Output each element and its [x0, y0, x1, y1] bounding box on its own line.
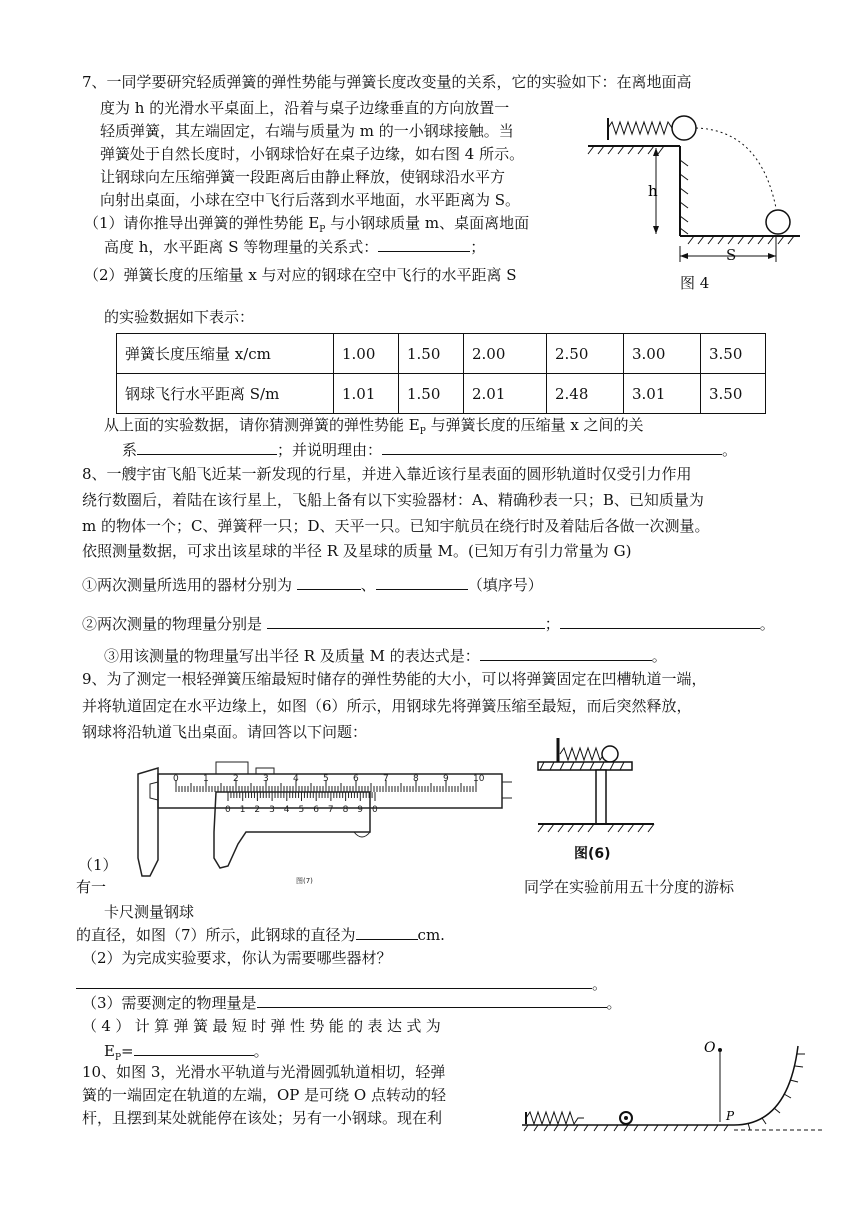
- row-label-distance: 钢球飞行水平距离 S/m: [117, 374, 334, 414]
- table-cell: 1.50: [399, 374, 464, 414]
- q7-answer-blank-1[interactable]: [378, 237, 470, 252]
- q9-part3: （3）需要测定的物理量是 。: [82, 994, 622, 1012]
- q9-part1-d: 的直径，如图（7）所示，此钢球的直径为 cm.: [76, 926, 445, 944]
- q9-diameter-blank[interactable]: [356, 925, 418, 940]
- figure-7-vernier-caliper: [128, 748, 518, 888]
- row-label-compression: 弹簧长度压缩量 x/cm: [117, 334, 334, 374]
- q7-line-2: 度为 h 的光滑水平桌面上，沿着与桌子边缘垂直的方向放置一: [100, 99, 510, 117]
- main-scale-label: 9: [443, 774, 449, 784]
- q8-answer-blank-4[interactable]: [560, 614, 760, 629]
- q8-step-2: ②两次测量的物理量分别是 ； 。: [82, 615, 775, 633]
- q7-after-table-line2: 系 ；并说明理由： 。: [122, 441, 738, 459]
- main-scale-label: 2: [233, 774, 239, 784]
- table-cell: 3.50: [701, 334, 766, 374]
- q8-answer-blank-5[interactable]: [480, 646, 652, 661]
- q9-line-3: 钢球将沿轨道飞出桌面。请回答以下问题：: [82, 723, 368, 741]
- vernier-scale-label: 6: [313, 805, 319, 815]
- s-label: S: [726, 246, 737, 264]
- vernier-scale-label: 0: [372, 805, 378, 815]
- figure-6-caption: 图(6): [574, 846, 611, 862]
- q8-answer-blank-3[interactable]: [267, 614, 545, 629]
- q7-line-6: 向射出桌面，小球在空中飞行后落到水平地面，水平距离为 S。: [100, 191, 521, 209]
- q8-line-3: m 的物体一个；C、弹簧秤一只；D、天平一只。已知宇航员在绕行时及着陆后各做一次测量。: [82, 517, 710, 535]
- trajectory-curve: [696, 128, 776, 208]
- figure-4: [580, 104, 800, 294]
- point-o-label: O: [704, 1040, 716, 1056]
- table-cell: 1.01: [334, 374, 399, 414]
- table-cell: 2.48: [547, 374, 624, 414]
- main-scale-label: 7: [383, 774, 389, 784]
- main-scale-label: 6: [353, 774, 359, 784]
- figure-3: [518, 1032, 828, 1136]
- q9-part2: （2）为完成实验要求，你认为需要哪些器材？: [82, 949, 392, 967]
- q9-equipment-blank[interactable]: [76, 974, 592, 989]
- point-p-label: P: [726, 1109, 735, 1123]
- vernier-scale-label: 9: [357, 805, 364, 815]
- table-cell: 3.50: [701, 374, 766, 414]
- table-cell: 3.01: [624, 374, 701, 414]
- q10-line-3: 杆，且摆到某处就能停在该处；另有一小钢球。现在利: [82, 1109, 443, 1127]
- q7-part2-line1: （2）弹簧长度的压缩量 x 与对应的钢球在空中飞行的水平距离 S: [84, 266, 517, 284]
- q8-answer-blank-2[interactable]: [376, 575, 468, 590]
- q7-answer-blank-3[interactable]: [382, 440, 722, 455]
- q9-part4-line2: $E_P=$ 。: [104, 1042, 269, 1063]
- vernier-scale-label: 8: [342, 805, 349, 815]
- q7-part2-line2: 的实验数据如下表示：: [104, 308, 255, 326]
- vernier-scale-label: 4: [283, 805, 290, 815]
- figure-7-caption: 图(7): [296, 877, 313, 885]
- q8-step-1: ①两次测量所选用的器材分别为 、 （填序号）: [82, 576, 543, 594]
- main-scale-label: 5: [323, 774, 329, 784]
- vernier-scale-label: 7: [327, 805, 334, 815]
- main-scale-label: 8: [413, 774, 419, 784]
- q8-line-1: 8、一艘宇宙飞船飞近某一新发现的行星，并进入靠近该行星表面的圆形轨道时仅受引力作用: [82, 465, 692, 483]
- q9-part1-b: 同学在实验前用五十分度的游标: [524, 878, 735, 896]
- q7-after-table-line1: 从上面的实验数据，请你猜测弹簧的弹性势能 $E_P$ 与弹簧长度的压缩量 x 之间的关: [104, 416, 644, 437]
- q7-line-3: 轻质弹簧，其左端固定，右端与质量为 m 的一小钢球接触。当: [100, 122, 514, 140]
- table-cell: 1.00: [334, 334, 399, 374]
- steel-ball-on-table: [672, 116, 696, 140]
- main-scale-label: 3: [263, 774, 269, 784]
- main-scale-label: 4: [293, 774, 299, 784]
- q7-line-5: 让钢球向左压缩弹簧一段距离后由静止释放，使钢球沿水平方: [100, 168, 506, 186]
- q8-line-4: 依照测量数据，可求出该星球的半径 R 及星球的质量 M。(已知万有引力常量为 G): [82, 542, 632, 560]
- table-cell: 2.00: [464, 334, 547, 374]
- vernier-scale-label: 1: [239, 805, 246, 815]
- q7-part1-line1: （1）请你推导出弹簧的弹性势能 $E_P$ 与小钢球质量 m、桌面离地面: [84, 214, 530, 235]
- q9-part1-a: 有一: [76, 878, 107, 896]
- experiment-data-table: [116, 333, 766, 414]
- q8-line-2: 绕行数圈后，着陆在该行星上，飞船上备有以下实验器材：A、精确秒表一只；B、已知质量为: [82, 491, 704, 509]
- q9-part4-line1: （4）计算弹簧最短时弹性势能的表达式为: [82, 1017, 446, 1035]
- table-cell: 1.50: [399, 334, 464, 374]
- figure-4-caption: 图 4: [680, 274, 710, 292]
- q9-line-2: 并将轨道固定在水平边缘上，如图（6）所示，用钢球先将弹簧压缩至最短，而后突然释放，: [82, 697, 692, 715]
- h-label: h: [648, 182, 658, 200]
- q8-answer-blank-1[interactable]: [297, 575, 361, 590]
- table-row: [117, 374, 766, 414]
- table-row: [117, 334, 766, 374]
- table-cell: 2.50: [547, 334, 624, 374]
- q7-line-4: 弹簧处于自然长度时，小钢球恰好在桌子边缘，如右图 4 所示。: [100, 145, 525, 163]
- q10-line-2: 簧的一端固定在轨道的左端，OP 是可绕 O 点转动的轻: [82, 1086, 446, 1104]
- q7-answer-blank-2[interactable]: [137, 440, 277, 455]
- q8-step-3: ③用该测量的物理量写出半径 R 及质量 M 的表达式是： 。: [104, 647, 667, 665]
- table-cell: 3.00: [624, 334, 701, 374]
- q9-part1-num: （1）: [78, 856, 118, 874]
- q7-part1-line2: 高度 h，水平距离 S 等物理量的关系式： ；: [104, 238, 486, 256]
- main-scale-label: 10: [473, 774, 485, 784]
- main-scale-label: 0: [173, 774, 179, 784]
- steel-ball-landed: [766, 210, 790, 234]
- q10-line-1: 10、如图 3，光滑水平轨道与光滑圆弧轨道相切，轻弹: [82, 1063, 446, 1081]
- vernier-scale-label: 3: [269, 805, 275, 815]
- figure-6: [530, 734, 660, 838]
- vernier-scale-label: 5: [298, 805, 305, 815]
- q9-quantity-blank[interactable]: [257, 993, 607, 1008]
- q9-part2-answer-line: 。: [76, 974, 607, 994]
- vernier-scale-label: 0: [225, 805, 231, 815]
- table-cell: 2.01: [464, 374, 547, 414]
- q9-line-1: 9、为了测定一根轻弹簧压缩最短时储存的弹性势能的大小，可以将弹簧固定在凹槽轨道一端，: [82, 670, 707, 688]
- main-scale-label: 1: [203, 774, 209, 784]
- q9-part1-c: 卡尺测量钢球: [104, 903, 195, 921]
- q9-energy-blank[interactable]: [134, 1041, 254, 1056]
- vernier-scale-label: 2: [254, 805, 261, 815]
- q7-line-1: 7、一同学要研究轻质弹簧的弹性势能与弹簧长度改变量的关系，它的实验如下：在离地面高: [82, 73, 692, 91]
